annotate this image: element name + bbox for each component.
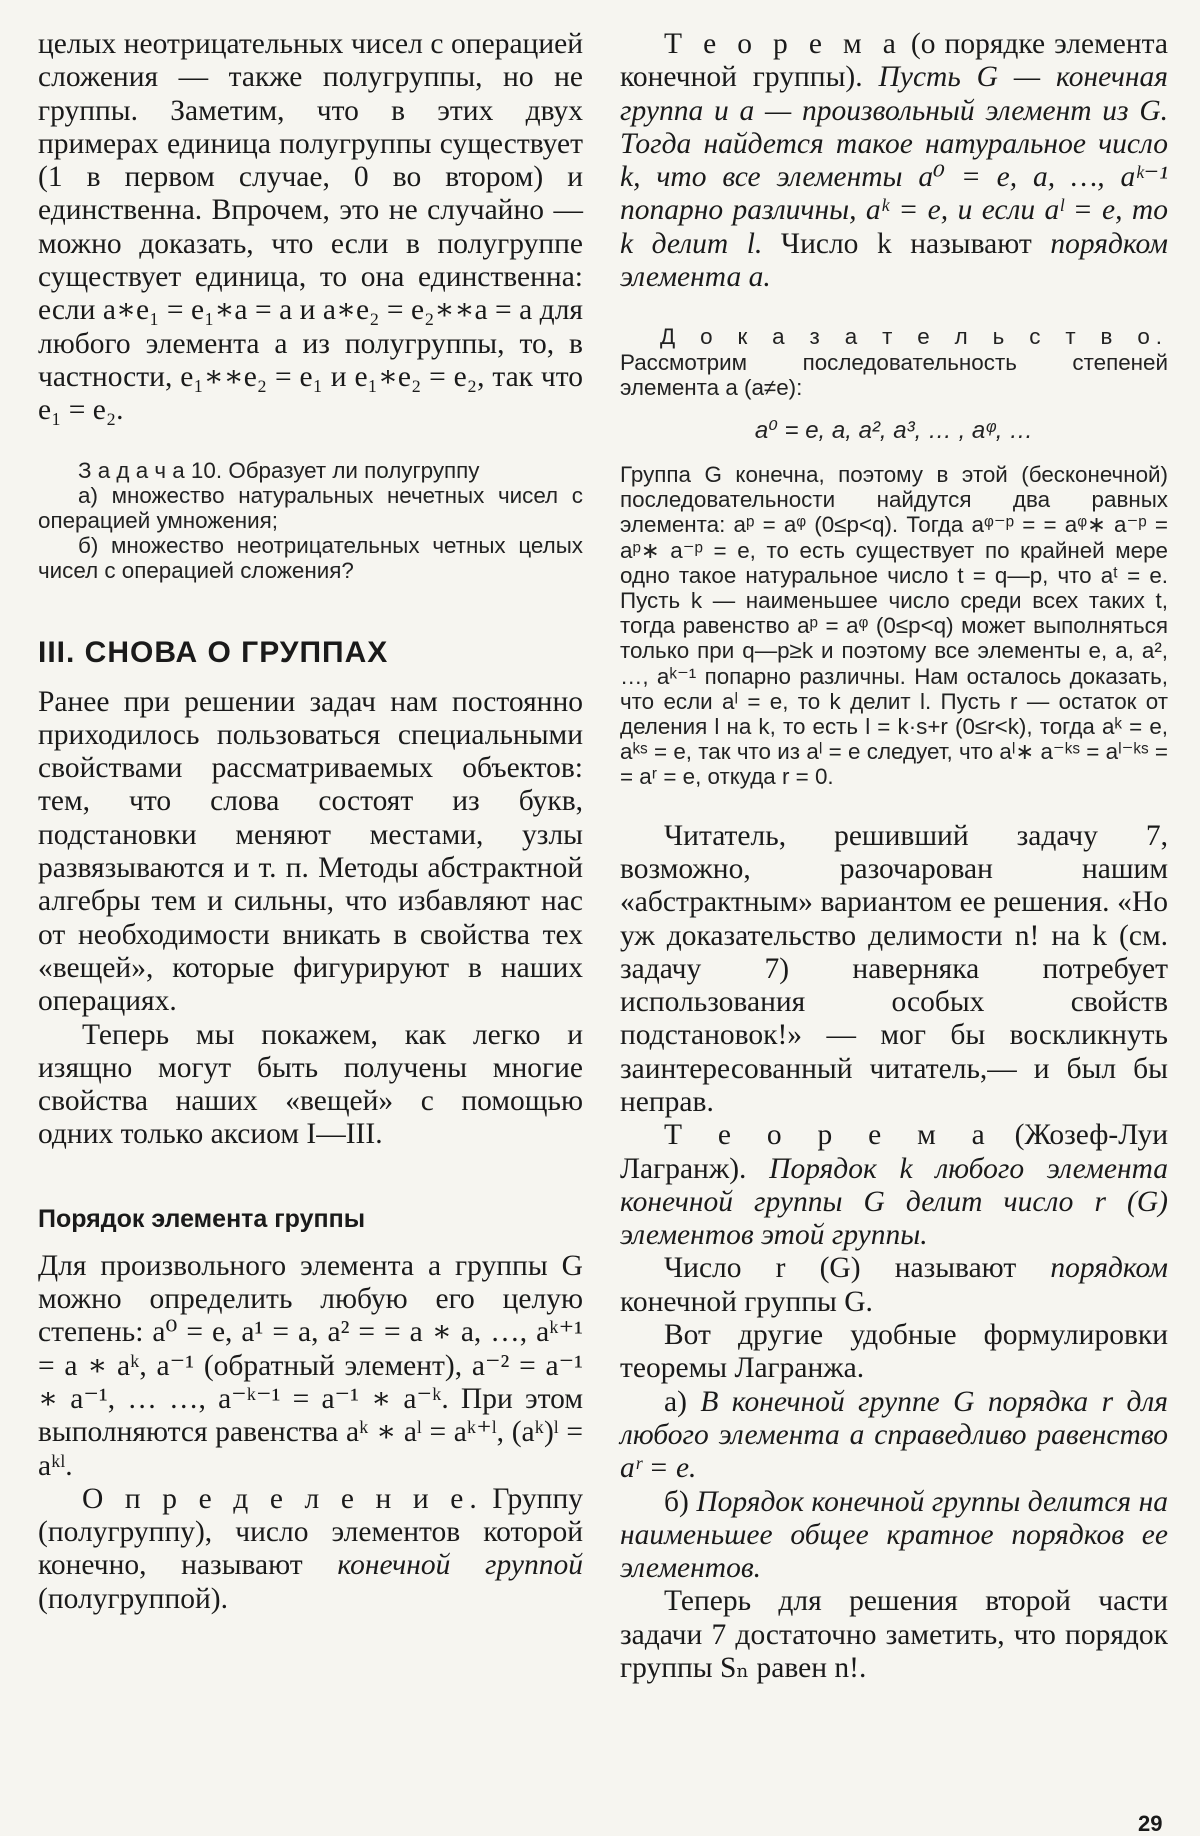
term-group-order: порядком xyxy=(1050,1252,1169,1285)
theorem-statement: Пусть G — конечная группа и a — произвольный элемент из G. Тогда найдется такое натуральное число k, что все элементы a⁰ = e, a, …, aᵏ⁻¹ попарно различны, aᵏ = e, и если aˡ = e, то k делит l. xyxy=(620,61,1168,260)
paragraph-formulations: Вот другие удобные формулировки теоремы Лагранжа. xyxy=(620,1319,1168,1385)
proof xyxy=(620,324,1168,789)
lagrange-title: Т е о р е м а xyxy=(664,1119,991,1152)
proof-body: Группа G конечна, поэтому в этой (бесконечной) последовательности найдутся два равных элемента: aᵖ = aᵠ (0≤p<q). Тогда aᵠ⁻ᵖ = = aᵠ∗ a⁻ᵖ = aᵖ∗ a⁻ᵖ = e, то есть существует по крайней мере одно такое натуральное число t = q—p, что aᵗ = e. Пусть k — наименьшее число среди всех таких t, тогда равенство aᵖ = aᵠ (0≤p<q) может выполняться только при q—p≥k и поэтому все элементы e, a, a², …, aᵏ⁻¹ попарно различны. Нам осталось доказать, что если aˡ = e, то k делит l. Пусть r — остаток от деления l на k, то есть l = k·s+r (0≤r<k), тогда aᵏ = e, aᵏˢ = e, так что из aˡ = e следует, что aˡ∗ a⁻ᵏˢ = aˡ⁻ᵏˢ = = aʳ = e, откуда r = 0. xyxy=(620,461,1168,790)
page-number: 29 xyxy=(1138,1811,1163,1836)
paragraph-definition: О п р е д е л е н и е. Группу (полугруппу), число элементов которой конечно, называют конечной группой (полугруппой). xyxy=(38,1482,584,1615)
formulation-a: а) В конечной группе G порядка r для любого элемента a справедливо равенство aʳ = e. xyxy=(620,1385,1168,1485)
task-10-a: а) множество натуральных нечетных чисел с операцией умножения; xyxy=(38,482,583,533)
task-10 xyxy=(38,458,583,584)
theorem-order: Т е о р е м а (о порядке элемента конечной группы). Пусть G — конечная группа и a — произвольный элемент из G. Тогда найдется такое натуральное число k, что все элементы a⁰ = e, a, …, aᵏ⁻¹ попарно различны, aᵏ = e, и если aˡ = e, то k делит l. Число k называют порядком элемента a. xyxy=(620,28,1169,294)
paragraph-group-order: Число r (G) называют порядком конечной группы G. xyxy=(620,1252,1169,1318)
subsection-heading: Порядок элемента группы xyxy=(38,1204,366,1233)
proof-intro: Д о к а з а т е л ь с т в о. Рассмотрим последовательность степеней элемента a (a≠e): xyxy=(620,324,1168,400)
definition-title: О п р е д е л е н и е. xyxy=(82,1482,483,1515)
task-10-intro: З а д а ч а 10. Образует ли полугруппу xyxy=(78,457,480,483)
definition-term: конечной группой xyxy=(337,1549,584,1582)
theorem-lagrange: Т е о р е м а (Жозеф-Луи Лагранж). Порядок k любого элемента конечной группы G делит число r (G) элементов этой группы. xyxy=(620,1119,1169,1252)
formulation-b: б) Порядок конечной группы делится на наименьшее общее кратное порядков ее элементов. xyxy=(620,1485,1169,1585)
term-element-order: порядком элемента a. xyxy=(620,227,1169,294)
task-10-b: б) множество неотрицательных четных целых чисел с операцией сложения? xyxy=(38,533,583,584)
paragraph-semigroup-unit: целых неотрицательных чисел с операцией сложения — также полугруппы, но не группы. Заметим, что в этих двух примерах единица полугруппы существует (1 в первом случае, 0 во втором) и единственна. Впрочем, это не случайно — можно доказать, что если в полугруппе существует единица, то она единственна: если a∗e₁ = e₁∗a = a и a∗e₂ = e₂∗∗a = a для любого элемента a из полугруппы, то, в частности, e₁∗∗e₂ = e₁ и e₁∗e₂ = e₂, так что e₁ = e₂. xyxy=(38,28,583,427)
lagrange-statement: Порядок k любого элемента конечной группы G делит число r (G) элементов этой группы. xyxy=(620,1152,1169,1252)
theorem-title: Т е о р е м а xyxy=(664,28,902,60)
paragraph-conclusion: Теперь для решения второй части задачи 7 достаточно заметить, что порядок группы Sₙ равен n!. xyxy=(620,1585,1168,1685)
section-heading: III. СНОВА О ГРУППАХ xyxy=(38,635,389,669)
paragraph-axioms: Теперь мы покажем, как легко и изящно могут быть получены многие свойства наших «вещей» с помощью одних только аксиом I—III. xyxy=(38,1018,583,1151)
proof-display-formula: a⁰ = e, a, a², a³, … , aᵠ, … xyxy=(754,416,1034,444)
paragraph-reader: Читатель, решивший задачу 7, возможно, разочарован нашим «абстрактным» вариантом ее решения. «Но уж доказательство делимости n! на k (см. задачу 7) наверняка потребует использования особых свойств подстановок!» — мог бы воскликнуть заинтересованный читатель,— и был бы неправ. xyxy=(620,819,1168,1118)
paragraph-powers: Для произвольного элемента a группы G можно определить любую его целую степень: a⁰ = e, a¹ = a, a² = = a ∗ a, …, aᵏ⁺¹ = a ∗ aᵏ, a⁻¹ (обратный элемент), a⁻² = a⁻¹ ∗ a⁻¹, … …, a⁻ᵏ⁻¹ = a⁻¹ ∗ a⁻ᵏ. При этом выполняются равенства aᵏ ∗ aˡ = aᵏ⁺ˡ, (aᵏ)ˡ = aᵏˡ. xyxy=(38,1249,583,1482)
proof-title: Д о к а з а т е л ь с т в о. xyxy=(660,324,1168,350)
left-column xyxy=(38,28,583,1616)
right-column xyxy=(620,28,1168,1685)
paragraph-abstract-methods: Ранее при решении задач нам постоянно приходилось пользоваться специальными свойствами рассматриваемых объектов: тем, что слова состоят из букв, подстановки меняют местами, узлы развязываются и т. п. Методы абстрактной алгебры тем и сильны, что избавляют нас от необходимости вникать в свойства тех «вещей», которые фигурируют в наших операциях. xyxy=(38,685,583,1018)
task-10-title: З а д а ч а 10. xyxy=(78,457,223,483)
